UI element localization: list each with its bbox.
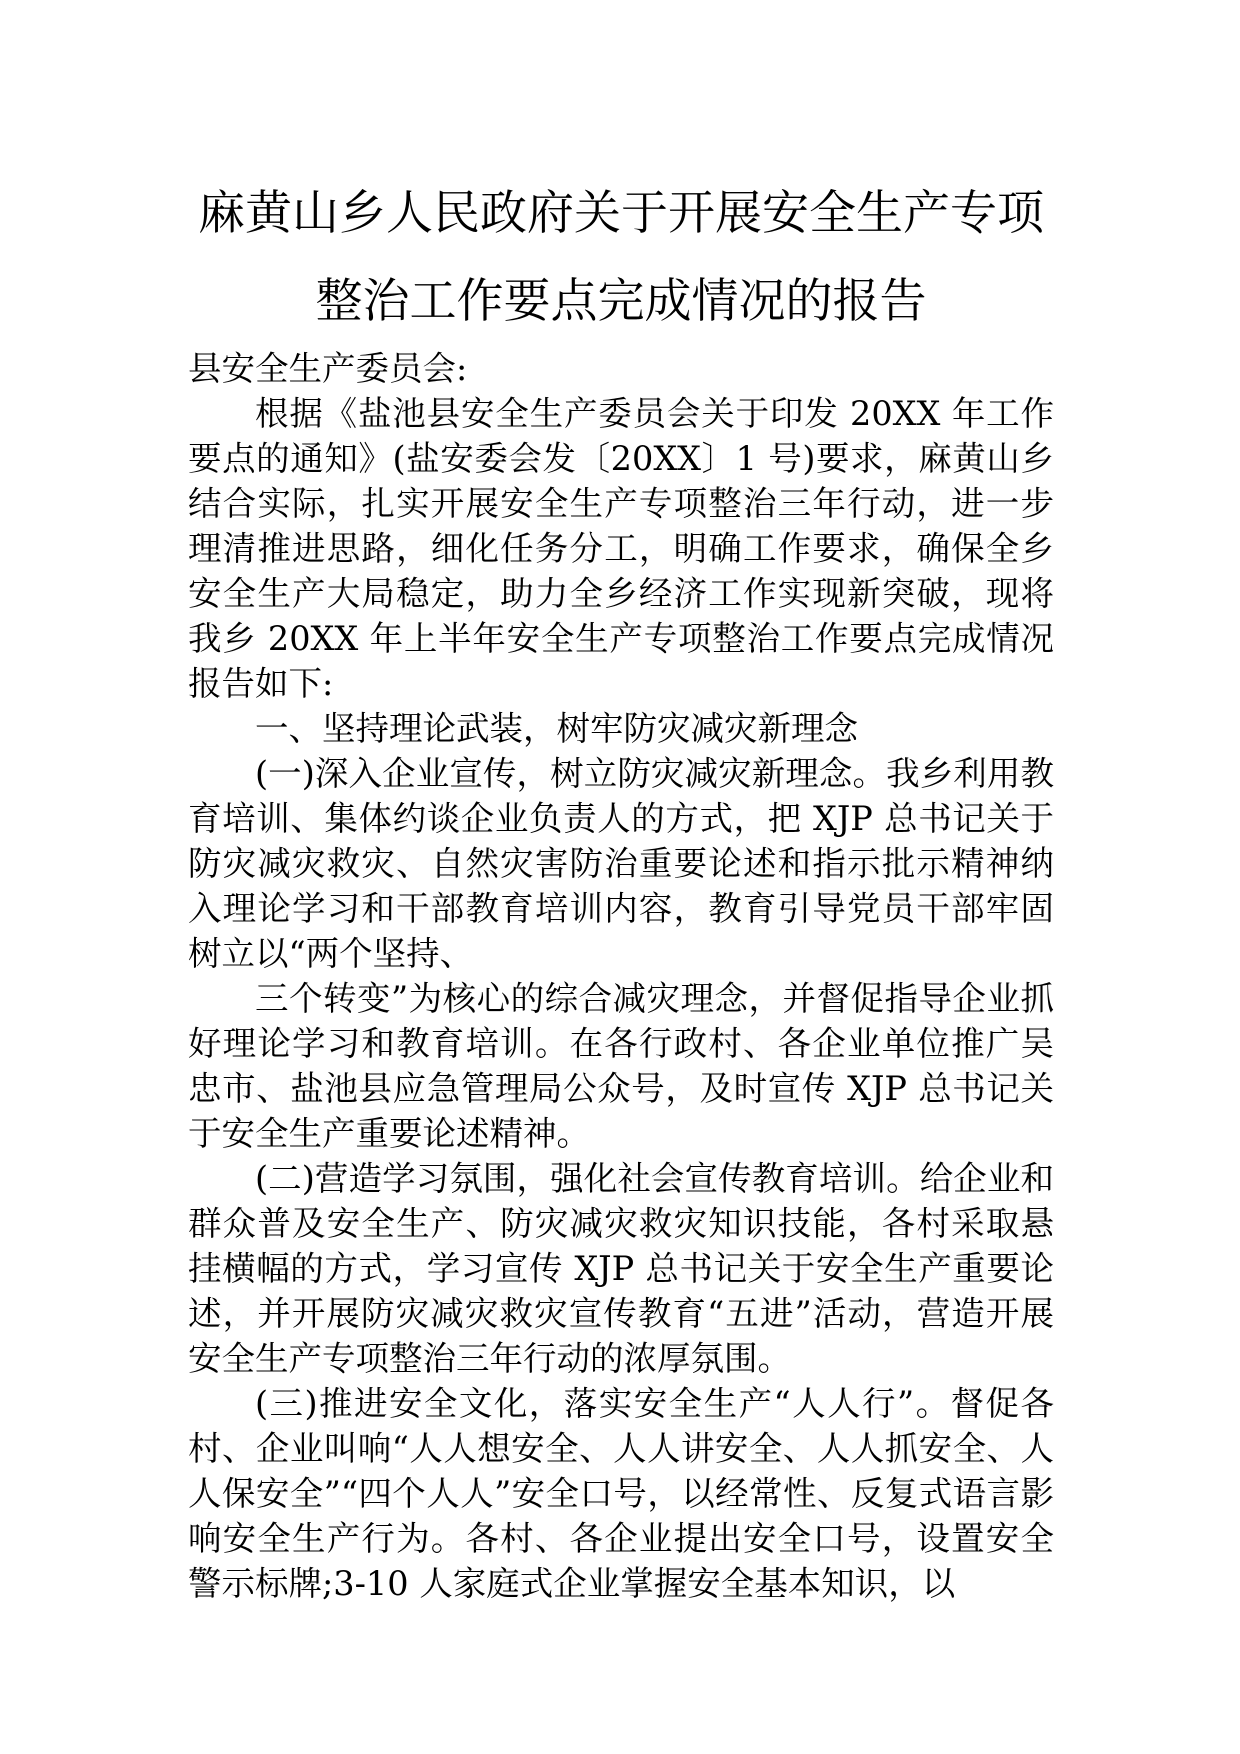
body-paragraph-2: 三个转变”为核心的综合减灾理念，并督促指导企业抓好理论学习和教育培训。在各行政村、各企业单位推广吴忠市、盐池县应急管理局公众号，及时宣传 XJP 总书记关于安全生产重要论述精神。 [188, 979, 1054, 1153]
body-paragraph-3: (二)营造学习氛围，强化社会宣传教育培训。给企业和群众普及安全生产、防灾减灾救灾知识技能，各村采取悬挂横幅的方式，学习宣传 XJP 总书记关于安全生产重要论述，并开展防灾减灾救灾宣传教育“五进”活动，营造开展安全生产专项整治三年行动的浓厚氛围。 [188, 1159, 1054, 1378]
section-heading-1: 一、坚持理论武装，树牢防灾减灾新理念 [255, 709, 858, 748]
document-page [188, 170, 1054, 1606]
body-paragraph-4: (三)推进安全文化，落实安全生产“人人行”。督促各村、企业叫响“人人想安全、人人讲安全、人人抓安全、人人保安全”“四个人人”安全口号，以经常性、反复式语言影响安全生产行为。各村、各企业提出安全口号，设置安全警示标牌;3-10 人家庭式企业掌握安全基本知识，以 [188, 1384, 1054, 1603]
title-line-1: 麻黄山乡人民政府关于开展安全生产专项 [198, 186, 1044, 241]
document-title [188, 170, 1054, 346]
body-paragraph-1: (一)深入企业宣传，树立防灾减灾新理念。我乡利用教育培训、集体约谈企业负责人的方式，把 XJP 总书记关于防灾减灾救灾、自然灾害防治重要论述和指示批示精神纳入理论学习和干部教育培训内容，教育引导党员干部牢固树立以“两个坚持、 [188, 754, 1054, 973]
addressee: 县安全生产委员会: [188, 349, 468, 388]
title-line-2: 整治工作要点完成情况的报告 [315, 274, 927, 329]
intro-paragraph: 根据《盐池县安全生产委员会关于印发 20XX 年工作要点的通知》(盐安委会发〔20XX〕1 号)要求，麻黄山乡结合实际，扎实开展安全生产专项整治三年行动，进一步理清推进思路，细化任务分工，明确工作要求，确保全乡安全生产大局稳定，助力全乡经济工作实现新突破，现将我乡 20XX 年上半年安全生产专项整治工作要点完成情况报告如下: [188, 394, 1054, 703]
